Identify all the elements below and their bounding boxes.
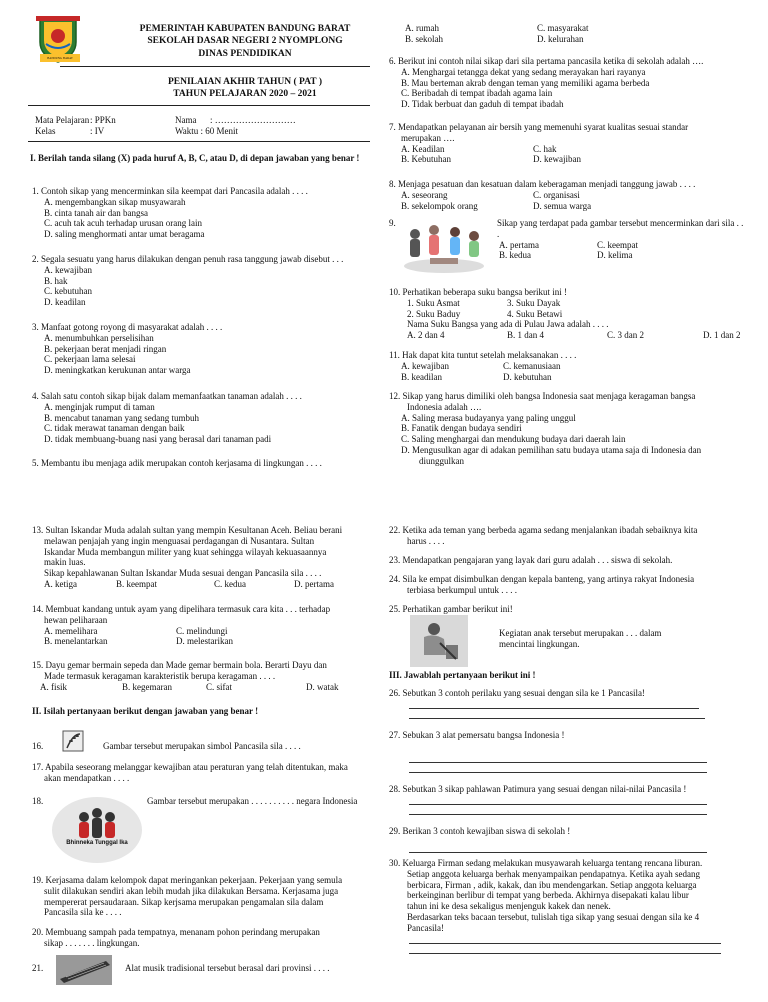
question-8-text: 8. Menjaga pesatuan dan kesatuan dalam keberagaman menjadi tanggung jawab . . . . [389, 179, 696, 189]
question-17-text: 17. Apabila seseorang melanggar kewajiban atau peraturan yang telah ditentukan, maka [32, 762, 348, 772]
bhinneka-label: Bhinneka Tunggal Ika [66, 840, 128, 846]
kelas-value: : IV [90, 125, 105, 136]
question-18-number: 18. [32, 796, 44, 806]
mapel-value: : PPKn [90, 115, 116, 125]
option: C. organisasi [533, 189, 580, 200]
question-20-text: sikap . . . . . . . lingkungan. [44, 937, 140, 948]
answer-line[interactable] [409, 709, 705, 719]
option: D. 1 dan 2 [703, 330, 741, 341]
waktu-label: Waktu : 60 Menit [175, 125, 239, 136]
option: C. kedua [214, 578, 246, 589]
option: B. mencabut tanaman yang sedang tumbuh [44, 412, 199, 423]
question-13-text: makin luas. [44, 557, 86, 568]
option: D. watak [306, 681, 339, 692]
option: D. melestarikan [176, 636, 233, 647]
option: A. ketiga [44, 578, 77, 589]
option: B. keadilan [401, 371, 442, 382]
option: A. kewajiban [44, 264, 92, 275]
question-22 [389, 525, 749, 547]
kelas-label: Kelas [35, 125, 56, 136]
option: A. pertama [499, 239, 539, 250]
question-28-text: 28. Sebutkan 3 sikap pahlawan Patimura yang sesuai dengan nilai-nilai Pancasila ! [389, 784, 687, 794]
question-22-text: harus . . . . [407, 535, 445, 546]
question-27-text: 27. Sebukan 3 alat pemersatu bangsa Indonesia ! [389, 730, 565, 740]
option: D. kewajiban [533, 154, 581, 165]
question-8 [389, 179, 749, 211]
option: B. kedua [499, 250, 531, 261]
question-25-text [499, 628, 739, 650]
question-6 [389, 56, 749, 110]
question-12-text: 12. Sikap yang harus dimiliki oleh bangsa Indonesia saat menjaga keragaman bangsa [389, 391, 696, 401]
question-23: 23. Mendapatkan pengajaran yang layak dari guru adalah . . . siswa di sekolah. [389, 555, 673, 565]
question-7-text-cont: merupakan …. [401, 132, 455, 143]
option: C. melindungi [176, 625, 228, 636]
question-25: 25. Perhatikan gambar berikut ini! [389, 604, 513, 614]
question-15-text: 15. Dayu gemar bermain sepeda dan Made gemar bermain bola. Berarti Dayu dan [32, 660, 327, 670]
bhinneka-image [52, 797, 142, 863]
option: B. hak [44, 275, 68, 286]
answer-line[interactable] [409, 934, 721, 944]
option: A. menumbuhkan perselisihan [44, 332, 154, 343]
option: B. kegemaran [122, 681, 172, 692]
info-table [35, 115, 375, 137]
question-6-text: 6. Berikut ini contoh nilai sikap dari sila pertama pancasila ketika di sekolah adalah …. [389, 56, 704, 66]
list-item: 1. Suku Asmat [407, 297, 460, 308]
question-19-text: mempererat persaudaraan. Sikap kerjsama merupakan pengamalan sila dalam [44, 896, 324, 907]
option: C. acuh tak acuh terhadap urusan orang lain [44, 218, 202, 229]
question-10-prompt: Nama Suku Bangsa yang ada di Pulau Jawa adalah . . . . [407, 319, 609, 330]
question-15-text: Made termasuk keragaman karakteristik berupa keragaman . . . . [44, 670, 276, 681]
list-item: 3. Suku Dayak [507, 297, 561, 308]
option: D. keadilan [44, 297, 86, 308]
list-item: 4. Suku Betawi [507, 308, 563, 319]
list-item: 2. Suku Baduy [407, 308, 461, 319]
question-16-number: 16. [32, 741, 44, 751]
children-cooperating-image [400, 218, 488, 276]
question-28 [389, 784, 749, 815]
option: B. keempat [116, 578, 157, 589]
mapel-label: Mata Pelajaran [35, 115, 90, 125]
answer-line[interactable] [409, 763, 707, 773]
question-26 [389, 688, 749, 719]
question-17 [32, 762, 377, 784]
option: A. memelihara [44, 625, 98, 636]
option: C. tidak merawat tanaman dengan baik [44, 423, 185, 434]
question-12 [389, 391, 749, 467]
option: D. semua warga [533, 200, 592, 211]
option: B. Fanatik dengan budaya sendiri [401, 423, 522, 434]
question-30-text: 30. Keluarga Firman sedang melakukan musyawarah keluarga tentang rencana liburan. [389, 858, 703, 868]
question-5-text: 5. Membantu ibu menjaga adik merupakan contoh kerjasama di lingkungan . . . . [32, 458, 322, 468]
option: C. sifat [206, 681, 232, 692]
option: A. fisik [40, 681, 67, 692]
exam-year: TAHUN PELAJARAN 2020 – 2021 [173, 89, 317, 100]
question-11 [389, 350, 749, 382]
question-11-text: 11. Hak dapat kita tuntut setelah melaksanakan . . . . [389, 350, 577, 360]
question-19-text: 19. Kerjasama dalam kelompok dapat meringankan pekerjaan. Pekerjaan yang semula [32, 875, 343, 885]
option: A. Saling merasa budayanya yang paling unggul [401, 412, 576, 423]
question-17-text: akan mendapatkan . . . . [44, 772, 130, 783]
option: C. keempat [597, 239, 638, 250]
option: C. Beribadah di tempat ibadah agama lain [401, 88, 553, 99]
nama-label: Nama [175, 115, 197, 125]
question-19 [32, 875, 377, 918]
question-7-text: 7. Mendapatkan pelayanan air bersih yang memenuhi syarat kualitas sesuai standar [389, 122, 689, 132]
question-25-line: Kegiatan anak tersebut merupakan . . . dalam [499, 628, 662, 638]
musical-instrument-image [56, 955, 112, 985]
question-30-text: Pancasila! [407, 922, 444, 933]
option: B. Kebutuhan [401, 154, 451, 165]
option-cont: diunggulkan [419, 455, 464, 466]
option: D. kebutuhan [503, 371, 552, 382]
child-cleaning-image [410, 615, 468, 667]
question-10 [389, 287, 749, 341]
question-2 [32, 254, 382, 308]
question-21-number: 21. [32, 963, 44, 973]
option: A. Menghargai tetangga dekat yang sedang merayakan hari rayanya [401, 66, 646, 77]
question-9 [497, 218, 747, 261]
option: A. menginjak rumput di taman [44, 401, 155, 412]
option: A. seseorang [401, 189, 448, 200]
question-1 [32, 186, 382, 240]
question-30-text: berkeinginan berlibur di tempat yang berbeda. Akhirnya disepakati kalau libur [407, 890, 689, 901]
question-14-text: 14. Membuat kandang untuk ayam yang dipelihara termasuk cara kita . . . terhadap [32, 604, 331, 614]
option: D. kelurahan [537, 33, 584, 44]
option: C. kebutuhan [44, 286, 92, 297]
question-20 [32, 927, 377, 949]
option: C. 3 dan 2 [607, 330, 644, 341]
section-3-instruction: III. Jawablah pertanyaan berikut ini ! [389, 670, 536, 680]
answer-line[interactable] [409, 843, 707, 853]
question-29-text: 29. Berikan 3 contoh kewajiban siswa di sekolah ! [389, 826, 571, 836]
option: B. Mau berteman akrab dengan teman yang memiliki agama berbeda [401, 77, 650, 88]
question-20-text: 20. Membuang sampah pada tempatnya, menanam pohon perindang merupakan [32, 927, 320, 937]
option: D. pertama [294, 578, 334, 589]
question-3 [32, 322, 382, 376]
question-22-text: 22. Ketika ada teman yang berbeda agama sedang menjalankan ibadah sebaiknya kita [389, 525, 698, 535]
option: B. cinta tanah air dan bangsa [44, 207, 148, 218]
header-line1: PEMERINTAH KABUPATEN BANDUNG BARAT [139, 24, 351, 34]
question-30 [389, 858, 741, 954]
question-24-text: 24. Sila ke empat disimbulkan dengan kepala banteng, yang artinya rakyat Indonesia [389, 574, 695, 584]
exam-title: PENILAIAN AKHIR TAHUN ( PAT ) [167, 77, 323, 87]
option: A. rumah [405, 23, 439, 33]
question-30-text: Berdasarkan teks bacaan tersebut, tulislah tiga sikap yang sesuai dengan sila ke 4 [407, 911, 700, 922]
question-10-text: 10. Perhatikan beberapa suku bangsa berikut ini ! [389, 287, 567, 297]
question-24 [389, 574, 749, 596]
option: C. hak [533, 143, 557, 154]
option: D. kelima [597, 250, 633, 261]
answer-line[interactable] [409, 944, 721, 954]
nama-value: : ……………………… [210, 115, 296, 125]
logo-banner: BANDUNG BARAT [40, 54, 80, 62]
option: C. masyarakat [537, 23, 589, 33]
option: B. 1 dan 4 [507, 330, 544, 341]
question-9-number: 9. [389, 218, 396, 228]
question-12-text-cont: Indonesia adalah …. [407, 401, 482, 412]
question-5 [32, 458, 382, 469]
question-13-text: Iskandar Muda membangun militer yang kuat sehingga wilayah kekuasaannya [44, 546, 327, 557]
answer-line[interactable] [409, 795, 707, 805]
option: D. meningkatkan kerukunan antar warga [44, 365, 191, 376]
option: B. pekerjaan berat menjadi ringan [44, 343, 167, 354]
question-4 [32, 391, 382, 445]
question-26-text: 26. Sebutkan 3 contoh perilaku yang sesuai dengan sila ke 1 Pancasila! [389, 688, 645, 698]
question-5-options [393, 23, 743, 45]
option: C. pekerjaan lama selesai [44, 354, 136, 365]
question-18: Gambar tersebut merupakan . . . . . . . . . . negara Indonesia [147, 796, 358, 806]
option: D. Tidak berbuat dan gaduh di tempat ibadah [401, 99, 564, 110]
question-24-text: terbiasa berkumpul untuk . . . . [407, 584, 517, 595]
section-2-instruction: II. Isilah pertanyaan berikut dengan jawaban yang benar ! [32, 706, 259, 716]
option: B. sekolah [405, 33, 443, 44]
option: D. saling menghormati antar umat beragama [44, 229, 205, 240]
question-16: Gambar tersebut merupakan simbol Pancasila sila . . . . [103, 741, 301, 751]
answer-line[interactable] [409, 805, 707, 815]
answer-line[interactable] [409, 699, 699, 709]
question-30-text: berbicara, Firman , adik, kakak, dan ibu mendengarkan. Setiap anggota keluarga [407, 879, 697, 890]
question-9-text: Sikap yang terdapat pada gambar tersebut mencerminkan dari sila . . . [497, 218, 744, 239]
question-2-text: 2. Segala sesuatu yang harus dilakukan dengan penuh rasa tanggung jawab disebut . . . [32, 254, 344, 264]
question-27 [389, 730, 749, 773]
option: D. tidak membuang-buang nasi yang berasal dari tanaman padi [44, 434, 272, 445]
option: D. Mengusulkan agar di adakan pemilihan satu budaya utama saja di Indonesia dan [401, 444, 702, 455]
option: A. 2 dan 4 [407, 330, 445, 341]
question-1-text: 1. Contoh sikap yang mencerminkan sila keempat dari Pancasila adalah . . . . [32, 186, 308, 196]
option: C. kemanusiaan [503, 360, 561, 371]
question-13 [32, 525, 377, 590]
question-7 [389, 122, 749, 165]
question-14-text: hewan peliharaan [44, 614, 108, 625]
question-19-text: sulit dilakukan sendiri akan lebih mudah jika dilakukan Bersama. Kerjasama juga [44, 885, 339, 896]
option: A. kewajiban [401, 360, 449, 371]
question-25-line: mencintai lingkungan. [499, 638, 580, 649]
option: C. Saling menghargai dan mendukung budaya dari daerah lain [401, 434, 626, 445]
question-15 [32, 660, 377, 692]
answer-line[interactable] [409, 753, 707, 763]
question-4-text: 4. Salah satu contoh sikap bijak dalam memanfaatkan tanaman adalah . . . . [32, 391, 302, 401]
question-3-text: 3. Manfaat gotong royong di masyarakat adalah . . . . [32, 322, 223, 332]
section-1-instruction: I. Berilah tanda silang (X) pada huruf A, B, C, atau D, di depan jawaban yang benar ! [30, 153, 360, 163]
option: B. menelantarkan [44, 636, 108, 647]
header-line2: SEKOLAH DASAR NEGERI 2 NYOMPLONG [147, 36, 343, 47]
question-14 [32, 604, 377, 647]
question-13-text: Sikap kepahlawanan Sultan Iskandar Muda sesuai dengan Pancasila sila . . . . [44, 568, 322, 579]
option: B. sekelompok orang [401, 200, 478, 211]
question-30-text: tahun ini ke desa sekaligus menjenguk kakek dan nenek. [407, 901, 611, 912]
question-21: Alat musik tradisional tersebut berasal dari provinsi . . . . [125, 963, 330, 973]
header-line3: DINAS PENDIDIKAN [198, 48, 292, 59]
rice-cotton-icon [62, 730, 84, 752]
option: A. Keadilan [401, 143, 445, 154]
question-29 [389, 826, 749, 853]
option: A. mengembangkan sikap musyawarah [44, 196, 186, 207]
question-13-text: 13. Sultan Iskandar Muda adalah sultan yang mempin Kesultanan Aceh. Beliau berani [32, 525, 343, 535]
question-30-text: Setiap anggota keluarga berhak menyampaikan pendapatnya. Ketika ayah sedang [407, 868, 700, 879]
question-19-text: Pancasila sila ke . . . . [44, 907, 122, 918]
question-13-text: melawan penjajah yang ingin menguasai perdagangan di Nusantara. Sultan [44, 535, 315, 546]
